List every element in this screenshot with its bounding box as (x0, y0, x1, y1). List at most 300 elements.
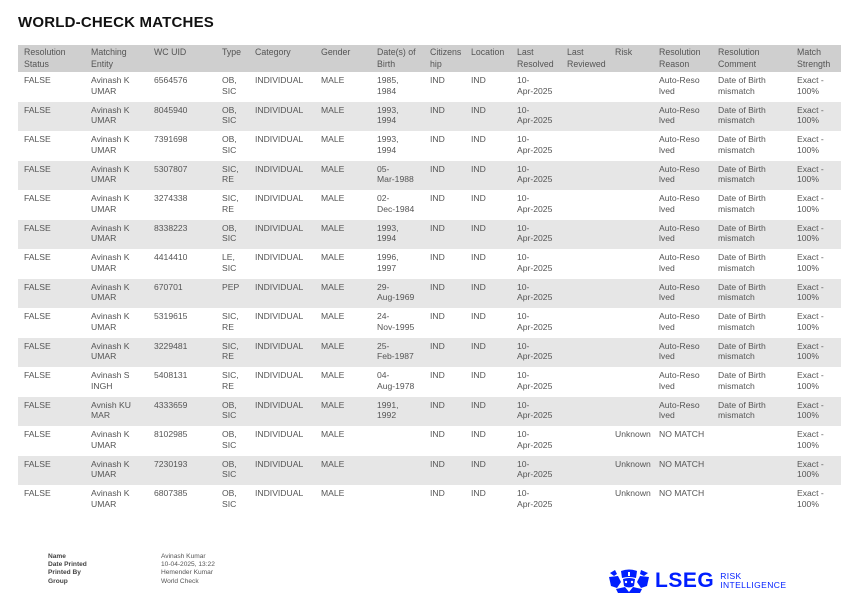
cell-line: Apr-2025 (517, 498, 553, 509)
table-cell (653, 397, 712, 427)
table-cell (561, 161, 609, 191)
table-cell (465, 220, 511, 250)
cell-line: 1993, (377, 104, 399, 115)
table-cell (561, 249, 609, 279)
table-cell (791, 72, 841, 102)
table-cell (712, 367, 791, 397)
cell-line: IND (430, 222, 445, 233)
column-header-line: WC UID (154, 47, 187, 57)
cell-line: Auto-Reso (659, 193, 700, 203)
cell-line: SIC (222, 469, 237, 479)
cell-line: 7230193 (154, 458, 188, 469)
table-row (18, 190, 841, 220)
table-cell (315, 249, 371, 279)
cell-line: Exact - (797, 104, 824, 115)
cell-line: MALE (321, 488, 345, 498)
table-cell (791, 367, 841, 397)
table-cell (791, 161, 841, 191)
cell-line: UMAR (91, 321, 117, 332)
table-cell (424, 249, 465, 279)
table-cell (791, 308, 841, 338)
table-header-row (18, 45, 841, 72)
table-cell (609, 72, 653, 102)
cell-line: Exact - (797, 281, 824, 292)
cell-line: INDIVIDUAL (255, 104, 304, 115)
table-cell (424, 102, 465, 132)
cell-line: 100% (797, 321, 819, 332)
table-cell (712, 338, 791, 368)
table-cell (609, 308, 653, 338)
cell-line: Auto-Reso (659, 134, 700, 144)
column-header (424, 45, 465, 72)
printed-by-label: Printed By (48, 569, 81, 577)
table-cell (609, 426, 653, 456)
name-value: Avinash Kumar (161, 553, 206, 560)
cell-line: INGH (91, 380, 113, 391)
table-cell (85, 102, 148, 132)
table-cell (653, 102, 712, 132)
table-cell (85, 338, 148, 368)
table-cell (315, 131, 371, 161)
cell-line: lved (659, 203, 675, 214)
column-header-line: Last (567, 47, 584, 57)
table-cell (465, 367, 511, 397)
column-header (712, 45, 791, 72)
cell-line: Avinash K (91, 193, 130, 203)
table-cell (511, 190, 561, 220)
cell-line: 1985, (377, 75, 399, 85)
cell-line: 100% (797, 469, 819, 479)
column-header-line: Birth (377, 58, 396, 69)
table-cell (609, 485, 653, 515)
table-cell (148, 426, 216, 456)
table-cell (465, 338, 511, 368)
cell-line: Exact - (797, 429, 824, 439)
cell-line: NO MATCH (659, 429, 705, 439)
table-cell (511, 161, 561, 191)
cell-line: 3274338 (154, 193, 188, 203)
cell-line: mismatch (718, 351, 755, 361)
cell-line: 670701 (154, 281, 183, 292)
cell-line: Apr-2025 (517, 203, 553, 214)
cell-line: 24- (377, 311, 390, 321)
cell-line: mismatch (718, 410, 755, 420)
table-cell (249, 338, 315, 368)
cell-line: IND (430, 458, 445, 469)
cell-line: 100% (797, 439, 819, 450)
cell-line: FALSE (24, 281, 51, 292)
cell-line: Exact - (797, 370, 824, 380)
table-cell (315, 279, 371, 309)
cell-line: FALSE (24, 252, 51, 262)
cell-line: Feb-1987 (377, 351, 414, 361)
cell-line: 100% (797, 498, 819, 509)
cell-line: 29- (377, 281, 390, 292)
cell-line: 10- (517, 252, 530, 262)
table-cell (216, 102, 249, 132)
cell-line: Avinash K (91, 252, 130, 262)
table-cell (609, 102, 653, 132)
cell-line: MALE (321, 370, 345, 380)
table-cell (315, 190, 371, 220)
table-cell (85, 279, 148, 309)
cell-line: 1996, (377, 252, 399, 262)
table-cell (653, 308, 712, 338)
table-cell (791, 397, 841, 427)
cell-line: INDIVIDUAL (255, 399, 304, 410)
table-cell (315, 456, 371, 486)
cell-line: MALE (321, 193, 345, 203)
table-cell (511, 131, 561, 161)
cell-line: OB, (222, 75, 237, 85)
cell-line: 4414410 (154, 252, 188, 262)
table-cell (216, 279, 249, 309)
table-cell (561, 190, 609, 220)
cell-line: MALE (321, 75, 345, 85)
cell-line: SIC, (222, 193, 239, 203)
cell-line: Auto-Reso (659, 163, 700, 174)
table-cell (465, 485, 511, 515)
cell-line: SIC (222, 144, 237, 155)
table-cell (249, 426, 315, 456)
cell-line: UMAR (91, 85, 117, 96)
cell-line: UMAR (91, 469, 117, 479)
table-cell (315, 72, 371, 102)
table-cell (148, 456, 216, 486)
cell-line: INDIVIDUAL (255, 458, 304, 469)
table-cell (653, 72, 712, 102)
table-cell (511, 249, 561, 279)
cell-line: INDIVIDUAL (255, 134, 304, 144)
table-cell (315, 220, 371, 250)
table-cell (148, 72, 216, 102)
lseg-subtitle-line2: INTELLIGENCE (720, 580, 787, 590)
table-cell (465, 279, 511, 309)
cell-line: lved (659, 174, 675, 184)
table-cell (216, 131, 249, 161)
cell-line: MALE (321, 458, 345, 469)
cell-line: Apr-2025 (517, 439, 553, 450)
cell-line: Exact - (797, 75, 824, 85)
table-cell (85, 131, 148, 161)
table-cell (511, 456, 561, 486)
table-cell (18, 72, 85, 102)
cell-line: lved (659, 85, 675, 96)
cell-line: INDIVIDUAL (255, 311, 304, 321)
table-cell (216, 456, 249, 486)
printed-by-value: Hemender Kumar (161, 569, 214, 577)
table-cell (216, 485, 249, 515)
cell-line: mismatch (718, 262, 755, 273)
column-header-line: Category (255, 47, 291, 57)
cell-line: FALSE (24, 311, 51, 321)
cell-line: 100% (797, 351, 819, 361)
column-header (18, 45, 85, 72)
table-cell (561, 220, 609, 250)
table-cell (249, 279, 315, 309)
cell-line: Auto-Reso (659, 311, 700, 321)
cell-line: Apr-2025 (517, 292, 553, 302)
table-cell (424, 161, 465, 191)
cell-line: Auto-Reso (659, 370, 700, 380)
table-cell (85, 308, 148, 338)
cell-line: 10- (517, 163, 530, 174)
cell-line: IND (430, 252, 445, 262)
table-cell (18, 102, 85, 132)
cell-line: 04- (377, 370, 390, 380)
table-cell (18, 426, 85, 456)
table-row (18, 220, 841, 250)
table-cell (148, 485, 216, 515)
table-cell (791, 131, 841, 161)
table-cell (424, 308, 465, 338)
cell-line: Date of Birth (718, 340, 766, 351)
table-cell (653, 426, 712, 456)
table-cell (85, 426, 148, 456)
table-cell (561, 279, 609, 309)
column-header (371, 45, 424, 72)
cell-line: Nov-1995 (377, 321, 415, 332)
table-cell (249, 102, 315, 132)
table-cell (249, 72, 315, 102)
table-cell (85, 72, 148, 102)
cell-line: UMAR (91, 292, 117, 302)
cell-line: Unknown (615, 488, 651, 498)
cell-line: RE (222, 380, 234, 391)
cell-line: Date of Birth (718, 222, 766, 233)
cell-line: Date of Birth (718, 252, 766, 262)
cell-line: Apr-2025 (517, 262, 553, 273)
table-cell (424, 279, 465, 309)
table-cell (148, 397, 216, 427)
cell-line: 4333659 (154, 399, 188, 410)
table-cell (561, 308, 609, 338)
table-cell (148, 220, 216, 250)
cell-line: Date of Birth (718, 75, 766, 85)
cell-line: 100% (797, 262, 819, 273)
column-header (561, 45, 609, 72)
cell-line: 8338223 (154, 222, 188, 233)
table-cell (465, 426, 511, 456)
column-header-line: Type (222, 47, 242, 57)
table-cell (249, 161, 315, 191)
cell-line: SIC (222, 115, 237, 125)
cell-line: MALE (321, 134, 345, 144)
lseg-crest-icon (607, 568, 651, 594)
cell-line: lved (659, 115, 675, 125)
table-row (18, 426, 841, 456)
cell-line: Exact - (797, 252, 824, 262)
cell-line: Date of Birth (718, 281, 766, 292)
table-cell (653, 456, 712, 486)
table-cell (609, 249, 653, 279)
cell-line: FALSE (24, 75, 51, 85)
table-cell (609, 220, 653, 250)
table-cell (18, 220, 85, 250)
cell-line: RE (222, 351, 234, 361)
table-cell (18, 367, 85, 397)
cell-line: 10- (517, 488, 530, 498)
table-cell (653, 220, 712, 250)
cell-line: INDIVIDUAL (255, 340, 304, 351)
table-cell (371, 279, 424, 309)
table-cell (371, 456, 424, 486)
cell-line: IND (471, 281, 486, 292)
cell-line: mismatch (718, 144, 755, 155)
group-value: World Check (161, 577, 199, 585)
table-cell (791, 102, 841, 132)
table-cell (371, 161, 424, 191)
name-label: Name (48, 553, 66, 560)
table-cell (249, 131, 315, 161)
table-cell (85, 456, 148, 486)
cell-line: MALE (321, 222, 345, 233)
cell-line: IND (471, 193, 486, 203)
table-cell (371, 220, 424, 250)
cell-line: Auto-Reso (659, 399, 700, 410)
table-cell (249, 485, 315, 515)
cell-line: FALSE (24, 429, 51, 439)
cell-line: MAR (91, 410, 111, 420)
cell-line: SIC (222, 233, 237, 243)
table-cell (511, 279, 561, 309)
column-header-line: Status (24, 58, 49, 69)
table-cell (791, 338, 841, 368)
table-cell (653, 279, 712, 309)
cell-line: IND (471, 488, 486, 498)
cell-line: Avinash K (91, 222, 130, 233)
cell-line: SIC, (222, 370, 239, 380)
table-row (18, 397, 841, 427)
table-cell (18, 308, 85, 338)
cell-line: 10- (517, 75, 530, 85)
cell-line: IND (471, 399, 486, 410)
cell-line: 100% (797, 85, 819, 96)
cell-line: Auto-Reso (659, 281, 700, 292)
cell-line: lved (659, 380, 675, 391)
cell-line: Avinash K (91, 429, 130, 439)
table-cell (712, 426, 791, 456)
cell-line: IND (430, 75, 445, 85)
cell-line: Exact - (797, 193, 824, 203)
table-cell (18, 279, 85, 309)
table-cell (609, 397, 653, 427)
cell-line: Exact - (797, 340, 824, 351)
cell-line: mismatch (718, 380, 755, 391)
cell-line: SIC, (222, 311, 239, 321)
column-header (653, 45, 712, 72)
cell-line: UMAR (91, 144, 117, 155)
column-header (791, 45, 841, 72)
table-cell (18, 249, 85, 279)
cell-line: NO MATCH (659, 458, 705, 469)
table-row (18, 102, 841, 132)
table-cell (561, 485, 609, 515)
table-cell (511, 308, 561, 338)
column-header (465, 45, 511, 72)
table-cell (371, 249, 424, 279)
table-cell (465, 72, 511, 102)
cell-line: Avinash K (91, 458, 130, 469)
table-row (18, 161, 841, 191)
table-cell (216, 249, 249, 279)
table-cell (561, 131, 609, 161)
table-cell (148, 279, 216, 309)
table-cell (791, 249, 841, 279)
table-cell (653, 485, 712, 515)
cell-line: mismatch (718, 85, 755, 96)
cell-line: mismatch (718, 174, 755, 184)
column-header-line: Reviewed (567, 58, 606, 69)
table-cell (315, 426, 371, 456)
cell-line: IND (471, 104, 486, 115)
cell-line: Date of Birth (718, 370, 766, 380)
table-cell (609, 456, 653, 486)
cell-line: Exact - (797, 222, 824, 233)
cell-line: 100% (797, 115, 819, 125)
cell-line: Apr-2025 (517, 85, 553, 96)
table-cell (18, 397, 85, 427)
cell-line: 7391698 (154, 134, 188, 144)
table-cell (424, 397, 465, 427)
table-cell (148, 190, 216, 220)
cell-line: Auto-Reso (659, 252, 700, 262)
table-cell (85, 249, 148, 279)
column-header-line: Gender (321, 47, 351, 57)
cell-line: Avinash K (91, 281, 130, 292)
table-cell (85, 485, 148, 515)
table-cell (18, 456, 85, 486)
cell-line: lved (659, 321, 675, 332)
cell-line: Apr-2025 (517, 115, 553, 125)
table-row (18, 72, 841, 102)
cell-line: SIC, (222, 163, 239, 174)
cell-line: INDIVIDUAL (255, 252, 304, 262)
table-cell (148, 249, 216, 279)
column-header-line: Last (517, 47, 534, 57)
table-cell (712, 249, 791, 279)
cell-line: SIC, (222, 340, 239, 351)
date-printed-value: 10-04-2025, 13:22 (161, 561, 215, 569)
cell-line: Auto-Reso (659, 222, 700, 233)
table-cell (653, 131, 712, 161)
cell-line: 10- (517, 104, 530, 115)
column-header-line: Reason (659, 58, 690, 69)
cell-line: SIC (222, 410, 237, 420)
cell-line: INDIVIDUAL (255, 222, 304, 233)
cell-line: Avinash K (91, 340, 130, 351)
table-cell (424, 190, 465, 220)
cell-line: 1994 (377, 233, 397, 243)
table-cell (148, 338, 216, 368)
cell-line: mismatch (718, 203, 755, 214)
cell-line: Date of Birth (718, 163, 766, 174)
table-cell (216, 367, 249, 397)
column-header-line: Match (797, 47, 821, 57)
table-cell (653, 190, 712, 220)
cell-line: IND (430, 399, 445, 410)
table-cell (511, 102, 561, 132)
cell-line: IND (471, 340, 486, 351)
cell-line: INDIVIDUAL (255, 75, 304, 85)
cell-line: MALE (321, 340, 345, 351)
table-cell (465, 308, 511, 338)
table-cell (465, 456, 511, 486)
column-header-line: Risk (615, 47, 633, 57)
cell-line: MALE (321, 311, 345, 321)
cell-line: lved (659, 292, 675, 302)
cell-line: OB, (222, 429, 237, 439)
